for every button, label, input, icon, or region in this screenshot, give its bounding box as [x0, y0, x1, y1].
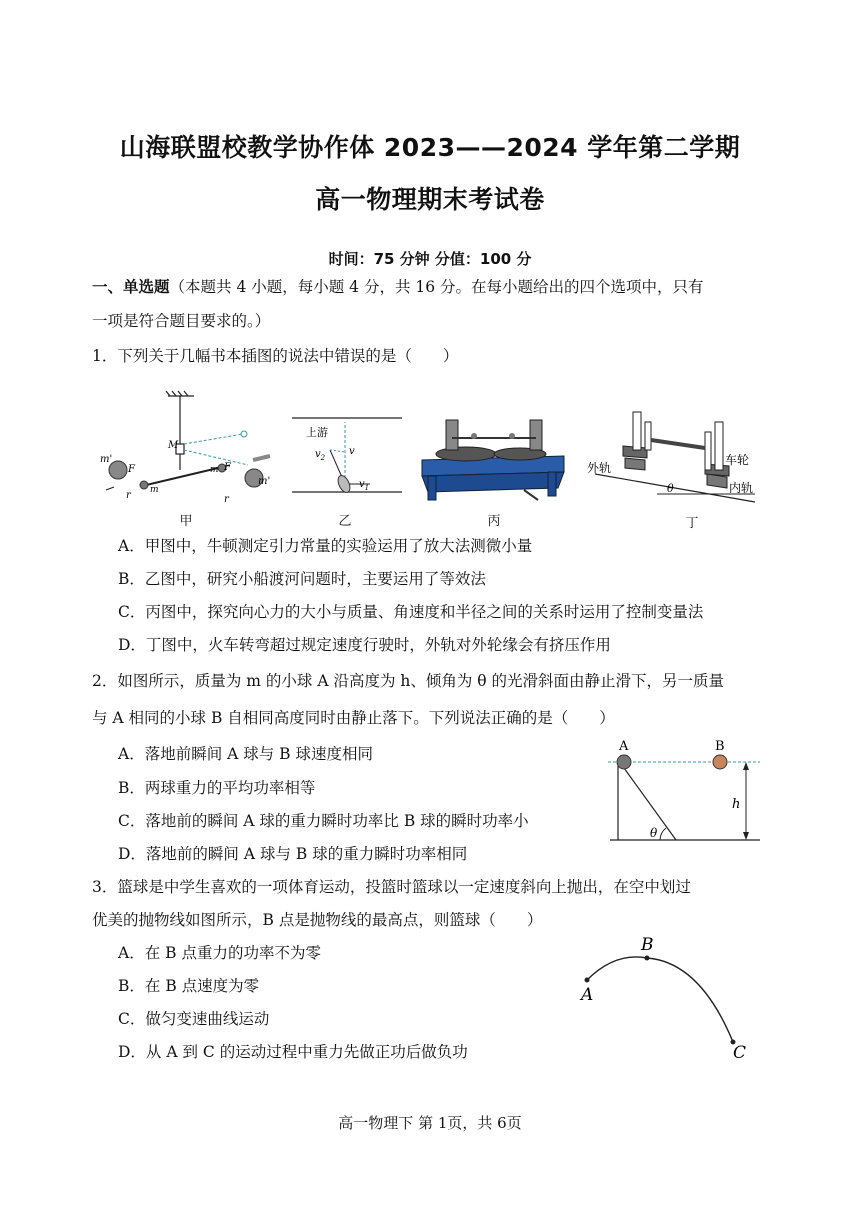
q2-option-c: C．落地前的瞬间 A 球的重力瞬时功率比 B 球的瞬时功率小: [118, 812, 529, 830]
exam-title-line2: 高一物理期末考试卷: [315, 185, 545, 214]
fig2-label-h: h: [732, 797, 741, 812]
label-r-left: r: [126, 490, 131, 501]
page-footer: 高一物理下 第 1页，共 6页: [338, 1114, 522, 1132]
q2-option-b: B．两球重力的平均功率相等: [118, 779, 316, 797]
exam-title-line1: 山海联盟校教学协作体 2023——2024 学年第二学期: [119, 133, 741, 162]
q1-figure-ding: [585, 402, 775, 508]
q3-option-c: C．做匀变速曲线运动: [118, 1010, 270, 1028]
q1-option-c: C．丙图中，探究向心力的大小与质量、角速度和半径之间的关系时运用了控制变量法: [118, 603, 704, 621]
q2-option-a: A．落地前瞬间 A 球与 B 球速度相同: [118, 745, 373, 763]
svg-text:v1: [359, 479, 369, 492]
section-heading-row: [92, 280, 704, 296]
exam-meta: 时间：75 分钟 分值：100 分: [328, 250, 532, 268]
q1-option-d: D．丁图中，火车转弯超过规定速度行驶时，外轨对外轮缘会有挤压作用: [118, 636, 611, 654]
fig2-label-B: B: [715, 739, 725, 754]
q2-stem-line1: 2．如图所示，质量为 m 的小球 A 沿高度为 h、倾角为 θ 的光滑斜面由静止滑下，另一质量: [92, 672, 725, 690]
section-description-line2: 一项是符合题目要求的。）: [92, 312, 271, 330]
fig3-label-C: C: [733, 1043, 747, 1063]
q3-option-d: D．从 A 到 C 的运动过程中重力先做正功后做负功: [118, 1043, 468, 1061]
q2-figure: [600, 738, 770, 848]
fig2-label-A: A: [619, 739, 629, 754]
label-F-right: F: [224, 462, 231, 473]
q2-option-d: D．落地前的瞬间 A 球与 B 球的重力瞬时功率相同: [118, 845, 468, 863]
label-M: M: [168, 440, 179, 451]
q1-figure-bing: [418, 410, 568, 508]
q3-stem-line1: 3．篮球是中学生喜欢的一项体育运动，投篮时篮球以一定速度斜向上抛出，在空中划过: [92, 878, 691, 896]
label-v1-sub: 1: [364, 484, 370, 492]
q1-caption-bing: 丙: [487, 514, 501, 529]
label-m-prime-right: m': [258, 476, 271, 487]
label-upstream: 上游: [306, 426, 328, 439]
label-v2: v: [315, 449, 321, 460]
fig3-label-A: A: [581, 985, 594, 1005]
q1-option-b: B．乙图中，研究小船渡河问题时，主要运用了等效法: [118, 570, 486, 588]
label-wheel: 车轮: [725, 453, 750, 467]
q1-caption-yi: 乙: [338, 514, 352, 529]
label-v1: v: [359, 479, 365, 490]
label-m-right: m: [210, 465, 219, 475]
fig3-label-B: B: [641, 935, 654, 955]
label-r-right: r: [224, 494, 229, 505]
q1-figure-yi: [290, 412, 405, 500]
label-m-prime-left: m': [100, 454, 113, 465]
q1-stem: 1．下列关于几幅书本插图的说法中错误的是（ ）: [92, 347, 459, 365]
q3-figure: [575, 930, 765, 1065]
svg-text:v2: [315, 449, 326, 462]
label-F-left: F: [128, 464, 135, 475]
label-m-left: m: [150, 485, 159, 495]
q1-option-a: A．甲图中，牛顿测定引力常量的实验运用了放大法测微小量: [118, 537, 533, 555]
label-outer-rail: 外轨: [587, 461, 612, 475]
section-heading: 一、单选题: [92, 278, 170, 296]
q3-stem-line2: 优美的抛物线如图所示，B 点是抛物线的最高点，则篮球（ ）: [92, 911, 543, 929]
q1-figure-jia: [98, 390, 278, 510]
section-description-line1: （本题共 4 小题，每小题 4 分，共 16 分。在每小题给出的四个选项中，只有: [169, 278, 704, 296]
q3-option-b: B．在 B 点速度为零: [118, 977, 260, 995]
q1-caption-ding: 丁: [685, 516, 699, 531]
q1-caption-jia: 甲: [179, 514, 193, 529]
q3-option-a: A．在 B 点重力的功率不为零: [118, 944, 321, 962]
label-v: v: [349, 446, 355, 457]
label-inner-rail: 内轨: [729, 481, 754, 495]
q2-stem-line2: 与 A 相同的小球 B 自相同高度同时由静止落下。下列说法正确的是（ ）: [92, 709, 615, 727]
label-v2-sub: 2: [320, 454, 326, 462]
label-theta-ding: θ: [667, 482, 674, 495]
fig2-label-theta: θ: [650, 826, 658, 840]
